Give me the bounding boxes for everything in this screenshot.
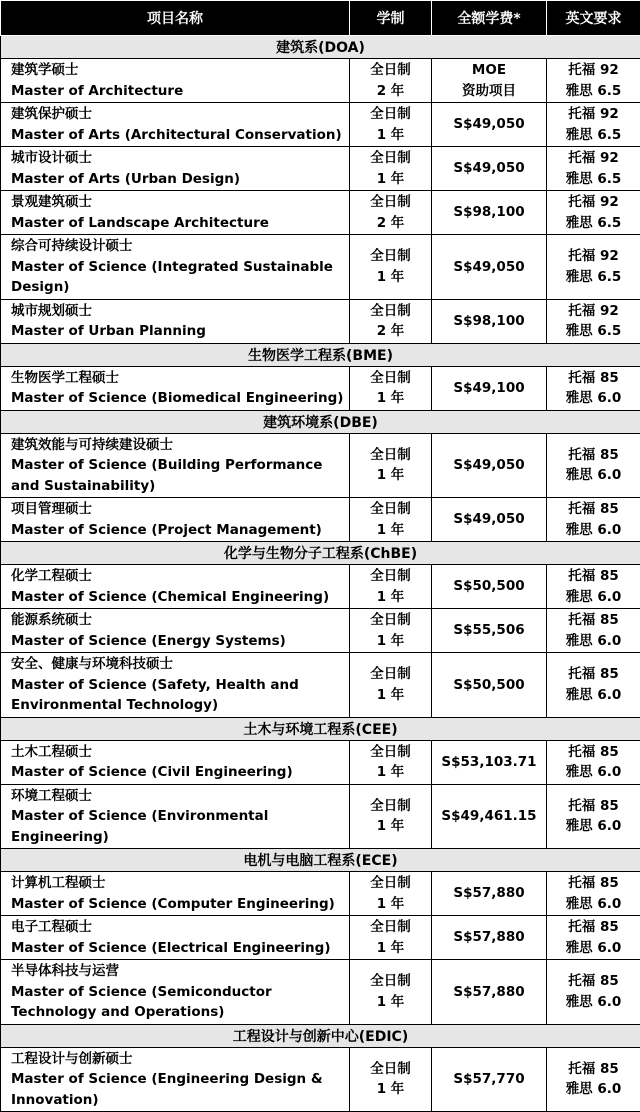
program-name-cn: 工程设计与创新硕士: [11, 1049, 349, 1070]
duration-cell: [350, 366, 432, 410]
table-row: [1, 498, 640, 542]
study-mode: 全日制: [350, 742, 431, 763]
program-name-cn: 建筑保护硕士: [11, 104, 349, 125]
study-years: 1 年: [350, 992, 431, 1013]
toefl-requirement: 托福 85: [547, 368, 640, 389]
study-years: 1 年: [350, 631, 431, 652]
table-header: [1, 1, 640, 36]
fee-value: MOE: [432, 60, 546, 81]
fee-value: S$49,050: [432, 455, 546, 476]
ielts-requirement: 雅思 6.0: [547, 685, 640, 706]
table-row: [1, 191, 640, 235]
header-english: 英文要求: [547, 1, 640, 36]
program-name-cn: 综合可持续设计硕士: [11, 236, 349, 257]
fee-cell: [432, 433, 547, 498]
section-title: 建筑环境系(DBE): [1, 410, 640, 433]
program-name-cell: [1, 299, 350, 343]
study-mode: 全日制: [350, 368, 431, 389]
duration-cell: [350, 498, 432, 542]
duration-cell: [350, 1047, 432, 1112]
study-mode: 全日制: [350, 445, 431, 466]
table-row: [1, 103, 640, 147]
program-name-cn: 能源系统硕士: [11, 610, 349, 631]
program-name-cell: [1, 740, 350, 784]
english-cell: [547, 59, 640, 103]
program-name-en: Master of Science (Building Performance and Sustainability): [11, 455, 349, 496]
toefl-requirement: 托福 85: [547, 445, 640, 466]
study-years: 1 年: [350, 894, 431, 915]
ielts-requirement: 雅思 6.5: [547, 267, 640, 288]
section-title: 工程设计与创新中心(EDIC): [1, 1024, 640, 1047]
section-title: 建筑系(DOA): [1, 36, 640, 59]
study-mode: 全日制: [350, 917, 431, 938]
program-name-en: Master of Science (Energy Systems): [11, 631, 349, 652]
section-title: 化学与生物分子工程系(ChBE): [1, 542, 640, 565]
ielts-requirement: 雅思 6.0: [547, 388, 640, 409]
fee-cell: [432, 960, 547, 1025]
program-name-cn: 景观建筑硕士: [11, 192, 349, 213]
fee-cell: [432, 498, 547, 542]
duration-cell: [350, 960, 432, 1025]
program-name-en: Master of Science (Chemical Engineering): [11, 587, 349, 608]
study-years: 1 年: [350, 816, 431, 837]
study-years: 1 年: [350, 520, 431, 541]
duration-cell: [350, 609, 432, 653]
study-years: 1 年: [350, 762, 431, 783]
toefl-requirement: 托福 85: [547, 664, 640, 685]
program-name-cn: 建筑学硕士: [11, 60, 349, 81]
fee-value: S$57,880: [432, 982, 546, 1003]
toefl-requirement: 托福 85: [547, 917, 640, 938]
fee-cell: [432, 609, 547, 653]
table-row: [1, 916, 640, 960]
study-years: 1 年: [350, 388, 431, 409]
program-name-en: Master of Urban Planning: [11, 321, 349, 342]
fee-value: S$50,500: [432, 675, 546, 696]
table-row: [1, 960, 640, 1025]
fee-cell: [432, 59, 547, 103]
program-name-cn: 半导体科技与运营: [11, 961, 349, 982]
toefl-requirement: 托福 92: [547, 301, 640, 322]
toefl-requirement: 托福 85: [547, 499, 640, 520]
program-name-en: Master of Arts (Architectural Conservation): [11, 125, 349, 146]
english-cell: [547, 103, 640, 147]
english-cell: [547, 609, 640, 653]
study-mode: 全日制: [350, 1059, 431, 1080]
program-name-cell: [1, 59, 350, 103]
program-name-en: Master of Science (Civil Engineering): [11, 762, 349, 783]
study-years: 1 年: [350, 169, 431, 190]
ielts-requirement: 雅思 6.0: [547, 762, 640, 783]
table-row: [1, 59, 640, 103]
program-name-cell: [1, 609, 350, 653]
toefl-requirement: 托福 92: [547, 148, 640, 169]
program-name-en: Master of Science (Project Management): [11, 520, 349, 541]
section-title: 电机与电脑工程系(ECE): [1, 849, 640, 872]
section-header: [1, 849, 640, 872]
duration-cell: [350, 191, 432, 235]
header-duration: 学制: [350, 1, 432, 36]
toefl-requirement: 托福 85: [547, 742, 640, 763]
program-name-cn: 城市设计硕士: [11, 148, 349, 169]
duration-cell: [350, 147, 432, 191]
toefl-requirement: 托福 85: [547, 610, 640, 631]
study-years: 1 年: [350, 938, 431, 959]
section-header: [1, 1024, 640, 1047]
section-header: [1, 717, 640, 740]
toefl-requirement: 托福 92: [547, 60, 640, 81]
fee-cell: [432, 784, 547, 849]
program-name-en: Master of Science (Integrated Sustainable Design): [11, 257, 349, 298]
program-name-cell: [1, 916, 350, 960]
fee-value: S$49,461.15: [432, 806, 546, 827]
section-title: 生物医学工程系(BME): [1, 343, 640, 366]
ielts-requirement: 雅思 6.0: [547, 816, 640, 837]
duration-cell: [350, 103, 432, 147]
table-row: [1, 235, 640, 300]
ielts-requirement: 雅思 6.5: [547, 321, 640, 342]
study-mode: 全日制: [350, 246, 431, 267]
toefl-requirement: 托福 92: [547, 192, 640, 213]
header-program-name: 项目名称: [1, 1, 350, 36]
table-row: [1, 872, 640, 916]
study-mode: 全日制: [350, 499, 431, 520]
study-years: 2 年: [350, 213, 431, 234]
duration-cell: [350, 235, 432, 300]
fee-cell: [432, 299, 547, 343]
english-cell: [547, 147, 640, 191]
program-name-cell: [1, 872, 350, 916]
toefl-requirement: 托福 85: [547, 796, 640, 817]
fee-cell: [432, 653, 547, 718]
program-name-cell: [1, 366, 350, 410]
study-years: 1 年: [350, 267, 431, 288]
program-name-cn: 建筑效能与可持续建设硕士: [11, 435, 349, 456]
fee-cell: [432, 235, 547, 300]
table-row: [1, 433, 640, 498]
ielts-requirement: 雅思 6.5: [547, 213, 640, 234]
program-name-en: Master of Architecture: [11, 81, 349, 102]
toefl-requirement: 托福 92: [547, 246, 640, 267]
program-name-cell: [1, 565, 350, 609]
program-name-cn: 电子工程硕士: [11, 917, 349, 938]
study-years: 1 年: [350, 125, 431, 146]
english-cell: [547, 299, 640, 343]
fee-cell: [432, 147, 547, 191]
program-name-en: Master of Science (Safety, Health and Environmental Technology): [11, 675, 349, 716]
table-row: [1, 147, 640, 191]
table-row: [1, 609, 640, 653]
table-row: [1, 366, 640, 410]
table-row: [1, 299, 640, 343]
program-name-cell: [1, 1047, 350, 1112]
toefl-requirement: 托福 85: [547, 971, 640, 992]
ielts-requirement: 雅思 6.0: [547, 1079, 640, 1100]
table-row: [1, 740, 640, 784]
program-name-cell: [1, 960, 350, 1025]
program-name-cn: 计算机工程硕士: [11, 873, 349, 894]
study-mode: 全日制: [350, 796, 431, 817]
study-mode: 全日制: [350, 566, 431, 587]
program-name-cn: 化学工程硕士: [11, 566, 349, 587]
english-cell: [547, 653, 640, 718]
fee-value: S$49,050: [432, 257, 546, 278]
english-cell: [547, 235, 640, 300]
study-mode: 全日制: [350, 148, 431, 169]
duration-cell: [350, 59, 432, 103]
duration-cell: [350, 916, 432, 960]
ielts-requirement: 雅思 6.0: [547, 631, 640, 652]
ielts-requirement: 雅思 6.0: [547, 520, 640, 541]
study-years: 1 年: [350, 587, 431, 608]
program-name-en: Master of Science (Biomedical Engineering): [11, 388, 349, 409]
program-name-cell: [1, 784, 350, 849]
duration-cell: [350, 565, 432, 609]
duration-cell: [350, 653, 432, 718]
duration-cell: [350, 872, 432, 916]
english-cell: [547, 1047, 640, 1112]
fee-value: S$57,770: [432, 1069, 546, 1090]
program-name-cell: [1, 498, 350, 542]
english-cell: [547, 872, 640, 916]
fee-cell: [432, 366, 547, 410]
study-years: 1 年: [350, 465, 431, 486]
study-mode: 全日制: [350, 873, 431, 894]
program-name-en: Master of Science (Engineering Design & Innovation): [11, 1069, 349, 1110]
fee-value: S$98,100: [432, 311, 546, 332]
study-mode: 全日制: [350, 104, 431, 125]
fee-cell: [432, 740, 547, 784]
ielts-requirement: 雅思 6.0: [547, 938, 640, 959]
english-cell: [547, 784, 640, 849]
english-cell: [547, 740, 640, 784]
fee-value: S$49,050: [432, 509, 546, 530]
section-header: [1, 36, 640, 59]
program-name-en: Master of Science (Computer Engineering): [11, 894, 349, 915]
english-cell: [547, 433, 640, 498]
english-cell: [547, 498, 640, 542]
study-mode: 全日制: [350, 60, 431, 81]
study-mode: 全日制: [350, 610, 431, 631]
section-header: [1, 542, 640, 565]
study-mode: 全日制: [350, 301, 431, 322]
ielts-requirement: 雅思 6.5: [547, 169, 640, 190]
table-row: [1, 565, 640, 609]
study-years: 1 年: [350, 685, 431, 706]
program-name-cn: 环境工程硕士: [11, 786, 349, 807]
program-name-cn: 安全、健康与环境科技硕士: [11, 654, 349, 675]
fee-value: S$98,100: [432, 202, 546, 223]
fee-value: S$50,500: [432, 576, 546, 597]
toefl-requirement: 托福 85: [547, 873, 640, 894]
program-name-cell: [1, 103, 350, 147]
program-name-cell: [1, 191, 350, 235]
program-name-en: Master of Science (Environmental Engineering): [11, 806, 349, 847]
program-name-en: Master of Science (Semiconductor Technology and Operations): [11, 982, 349, 1023]
ielts-requirement: 雅思 6.0: [547, 992, 640, 1013]
study-years: 2 年: [350, 321, 431, 342]
duration-cell: [350, 433, 432, 498]
program-name-cn: 生物医学工程硕士: [11, 368, 349, 389]
program-name-cell: [1, 235, 350, 300]
study-mode: 全日制: [350, 192, 431, 213]
fee-value: S$53,103.71: [432, 752, 546, 773]
english-cell: [547, 916, 640, 960]
program-name-en: Master of Arts (Urban Design): [11, 169, 349, 190]
table-body: [1, 36, 640, 1112]
fee-cell: [432, 565, 547, 609]
header-fee: 全额学费*: [432, 1, 547, 36]
table-row: [1, 784, 640, 849]
fee-value: S$49,050: [432, 158, 546, 179]
ielts-requirement: 雅思 6.0: [547, 894, 640, 915]
fee-value: S$57,880: [432, 927, 546, 948]
fee-value: S$57,880: [432, 883, 546, 904]
program-name-en: Master of Science (Electrical Engineering): [11, 938, 349, 959]
fee-cell: [432, 191, 547, 235]
section-header: [1, 343, 640, 366]
fee-value: S$55,506: [432, 620, 546, 641]
fee-value: S$49,050: [432, 114, 546, 135]
program-name-cn: 城市规划硕士: [11, 301, 349, 322]
english-cell: [547, 565, 640, 609]
study-mode: 全日制: [350, 664, 431, 685]
duration-cell: [350, 740, 432, 784]
fee-note: 资助项目: [432, 81, 546, 102]
duration-cell: [350, 299, 432, 343]
fee-cell: [432, 872, 547, 916]
english-cell: [547, 366, 640, 410]
program-name-cn: 土木工程硕士: [11, 742, 349, 763]
program-name-cn: 项目管理硕士: [11, 499, 349, 520]
english-cell: [547, 191, 640, 235]
program-name-cell: [1, 653, 350, 718]
study-mode: 全日制: [350, 971, 431, 992]
fee-cell: [432, 1047, 547, 1112]
toefl-requirement: 托福 92: [547, 104, 640, 125]
toefl-requirement: 托福 85: [547, 566, 640, 587]
table-row: [1, 1047, 640, 1112]
fee-cell: [432, 916, 547, 960]
table-row: [1, 653, 640, 718]
ielts-requirement: 雅思 6.5: [547, 81, 640, 102]
ielts-requirement: 雅思 6.5: [547, 125, 640, 146]
section-header: [1, 410, 640, 433]
toefl-requirement: 托福 85: [547, 1059, 640, 1080]
study-years: 1 年: [350, 1079, 431, 1100]
program-name-cell: [1, 147, 350, 191]
fee-value: S$49,100: [432, 378, 546, 399]
fee-cell: [432, 103, 547, 147]
program-name-cell: [1, 433, 350, 498]
program-name-en: Master of Landscape Architecture: [11, 213, 349, 234]
english-cell: [547, 960, 640, 1025]
ielts-requirement: 雅思 6.0: [547, 587, 640, 608]
duration-cell: [350, 784, 432, 849]
ielts-requirement: 雅思 6.0: [547, 465, 640, 486]
study-years: 2 年: [350, 81, 431, 102]
section-title: 土木与环境工程系(CEE): [1, 717, 640, 740]
